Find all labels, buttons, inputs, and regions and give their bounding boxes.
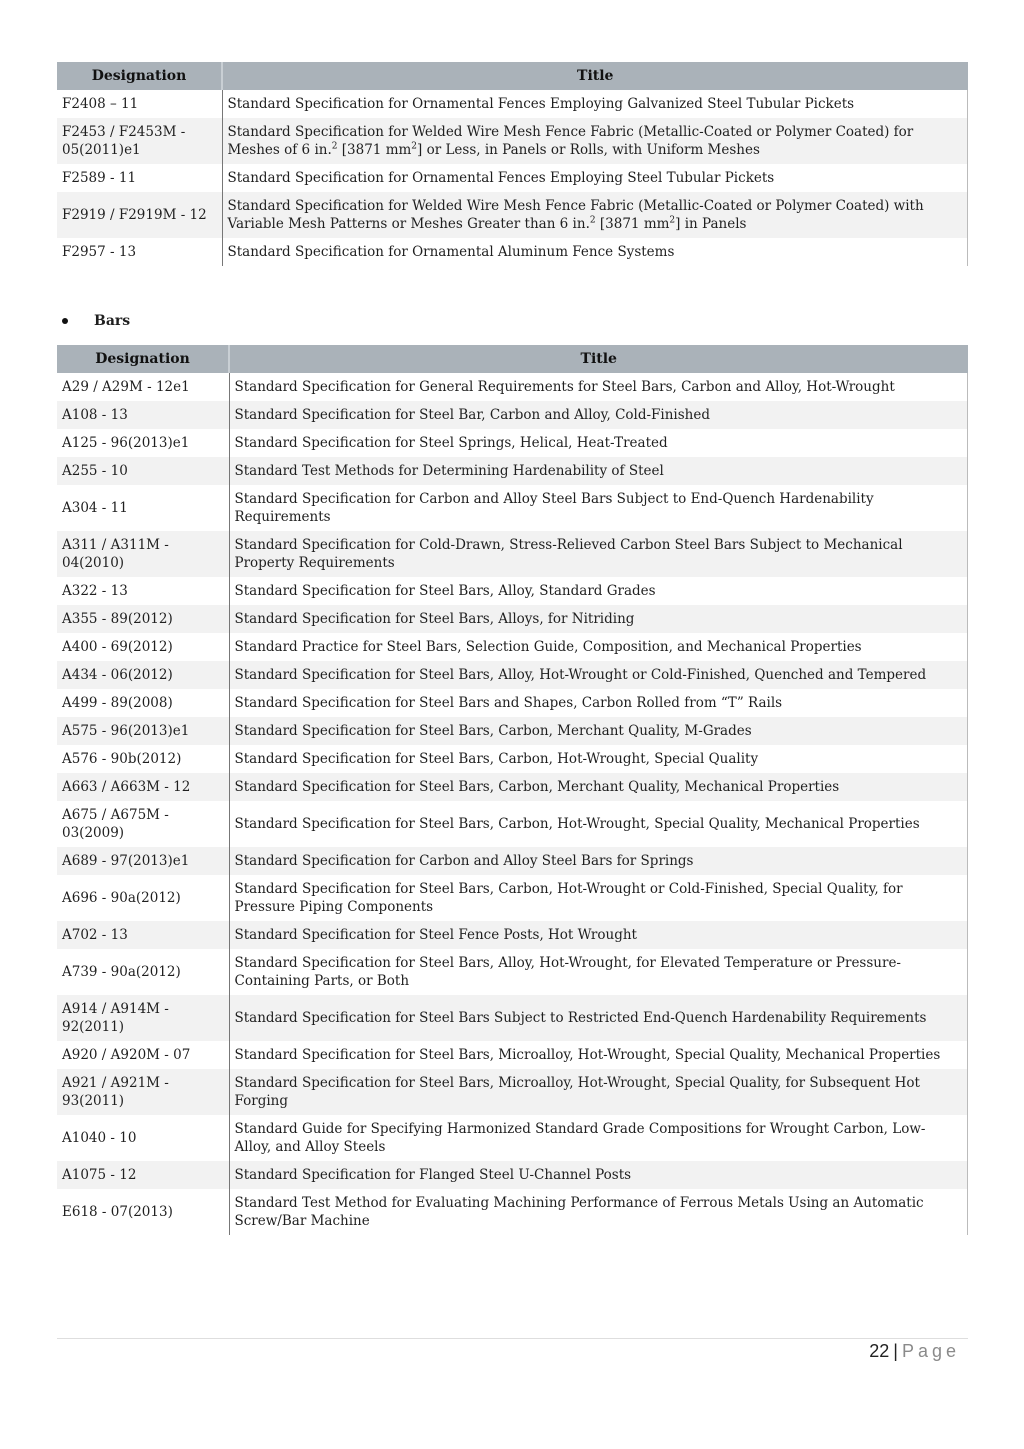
table-row <box>57 192 968 238</box>
title-cell: Standard Specification for Carbon and Alloy Steel Bars Subject to End-Quench Hardenability Requirements <box>229 485 968 531</box>
superscript: 2 <box>589 215 596 226</box>
table-row <box>57 1189 968 1235</box>
superscript: 2 <box>411 141 418 152</box>
table-row <box>57 801 968 847</box>
designation-cell: A311 / A311M - 04(2010) <box>57 531 229 577</box>
designation-cell: A125 - 96(2013)e1 <box>57 429 229 457</box>
title-text: [3871 mm <box>337 142 412 158</box>
page-number: 22 <box>869 1341 890 1361</box>
title-cell: Standard Specification for Carbon and Alloy Steel Bars for Springs <box>229 847 968 875</box>
designation-cell: A576 - 90b(2012) <box>57 745 229 773</box>
page-separator: | <box>893 1341 898 1361</box>
table-row <box>57 90 968 118</box>
table-row <box>57 717 968 745</box>
title-cell: Standard Specification for Steel Bars, Carbon, Merchant Quality, Mechanical Properties <box>229 773 968 801</box>
table-body <box>57 90 968 266</box>
table-row <box>57 531 968 577</box>
table-row <box>57 457 968 485</box>
designation-cell: A675 / A675M - 03(2009) <box>57 801 229 847</box>
designation-cell: A400 - 69(2012) <box>57 633 229 661</box>
table-row <box>57 633 968 661</box>
table-row <box>57 773 968 801</box>
title-header: Title <box>222 62 968 90</box>
designation-cell: F2589 - 11 <box>57 164 222 192</box>
title-cell: Standard Specification for Steel Bars, Carbon, Hot-Wrought, Special Quality <box>229 745 968 773</box>
title-cell: Standard Specification for Steel Springs, Helical, Heat-Treated <box>229 429 968 457</box>
page-label: Page <box>901 1341 960 1361</box>
bars-standards-table <box>57 345 968 1235</box>
designation-cell: A322 - 13 <box>57 577 229 605</box>
table-row <box>57 605 968 633</box>
table-row <box>57 577 968 605</box>
title-text: ] or Less, in Panels or Rolls, with Uniform Meshes <box>417 142 760 158</box>
title-text: [3871 mm <box>595 216 670 232</box>
footer-divider <box>57 1338 968 1339</box>
designation-cell: A1075 - 12 <box>57 1161 229 1189</box>
designation-cell: A255 - 10 <box>57 457 229 485</box>
table-header-row <box>57 345 968 373</box>
title-text: ] in Panels <box>675 216 747 232</box>
title-cell: Standard Guide for Specifying Harmonized Standard Grade Compositions for Wrought Carbon, Low-Alloy, and Alloy Steels <box>229 1115 968 1161</box>
title-cell: Standard Specification for Steel Bars, Carbon, Hot-Wrought or Cold-Finished, Special Quality, for Pressure Piping Components <box>229 875 968 921</box>
designation-cell: A499 - 89(2008) <box>57 689 229 717</box>
designation-cell: A920 / A920M - 07 <box>57 1041 229 1069</box>
superscript: 2 <box>669 215 676 226</box>
designation-cell: A663 / A663M - 12 <box>57 773 229 801</box>
table-row <box>57 745 968 773</box>
title-cell: Standard Specification for Steel Bars, Carbon, Merchant Quality, M-Grades <box>229 717 968 745</box>
title-cell: Standard Specification for General Requirements for Steel Bars, Carbon and Alloy, Hot-Wrought <box>229 373 968 401</box>
fence-standards-table <box>57 62 968 266</box>
designation-cell: A914 / A914M - 92(2011) <box>57 995 229 1041</box>
table-row <box>57 238 968 266</box>
designation-cell: F2408 – 11 <box>57 90 222 118</box>
table-row <box>57 949 968 995</box>
title-cell: Standard Specification for Ornamental Fences Employing Steel Tubular Pickets <box>222 164 968 192</box>
table-row <box>57 689 968 717</box>
table-row <box>57 401 968 429</box>
title-cell: Standard Specification for Steel Bars, Microalloy, Hot-Wrought, Special Quality, for Subsequent Hot Forging <box>229 1069 968 1115</box>
designation-cell: A702 - 13 <box>57 921 229 949</box>
table-row <box>57 164 968 192</box>
title-cell <box>222 118 968 164</box>
table-row <box>57 1069 968 1115</box>
title-cell: Standard Specification for Steel Bars, Alloy, Hot-Wrought, for Elevated Temperature or Pressure-Containing Parts, or Both <box>229 949 968 995</box>
fence-standards-table-wrap <box>57 62 968 266</box>
designation-cell: A921 / A921M - 93(2011) <box>57 1069 229 1115</box>
bars-standards-table-wrap <box>57 345 968 1235</box>
title-text: Standard Specification for Welded Wire Mesh Fence Fabric (Metallic-Coated or Polymer Coated) with Variable Mesh Patterns or Meshes Greater than 6 in. <box>227 198 924 232</box>
title-cell: Standard Specification for Flanged Steel U-Channel Posts <box>229 1161 968 1189</box>
designation-cell: A1040 - 10 <box>57 1115 229 1161</box>
designation-header: Designation <box>57 62 222 90</box>
table-row <box>57 485 968 531</box>
table-row <box>57 661 968 689</box>
title-cell: Standard Test Method for Evaluating Machining Performance of Ferrous Metals Using an Automatic Screw/Bar Machine <box>229 1189 968 1235</box>
designation-cell: A355 - 89(2012) <box>57 605 229 633</box>
title-cell: Standard Specification for Steel Fence Posts, Hot Wrought <box>229 921 968 949</box>
table-header-row <box>57 62 968 90</box>
designation-cell: A29 / A29M - 12e1 <box>57 373 229 401</box>
designation-cell: F2919 / F2919M - 12 <box>57 192 222 238</box>
title-cell: Standard Specification for Steel Bar, Carbon and Alloy, Cold-Finished <box>229 401 968 429</box>
title-cell: Standard Specification for Ornamental Fences Employing Galvanized Steel Tubular Pickets <box>222 90 968 118</box>
designation-cell: F2453 / F2453M - 05(2011)e1 <box>57 118 222 164</box>
table-row <box>57 995 968 1041</box>
title-cell: Standard Specification for Steel Bars, Alloy, Hot-Wrought or Cold-Finished, Quenched and Tempered <box>229 661 968 689</box>
title-cell: Standard Test Methods for Determining Hardenability of Steel <box>229 457 968 485</box>
table-row <box>57 118 968 164</box>
title-cell: Standard Specification for Steel Bars, Alloys, for Nitriding <box>229 605 968 633</box>
table-row <box>57 921 968 949</box>
designation-cell: A739 - 90a(2012) <box>57 949 229 995</box>
designation-header: Designation <box>57 345 229 373</box>
bars-section-heading <box>60 313 130 329</box>
title-cell: Standard Specification for Ornamental Aluminum Fence Systems <box>222 238 968 266</box>
bars-heading-text: Bars <box>94 313 131 329</box>
designation-cell: A434 - 06(2012) <box>57 661 229 689</box>
table-row <box>57 373 968 401</box>
designation-cell: A696 - 90a(2012) <box>57 875 229 921</box>
title-cell: Standard Specification for Steel Bars, Microalloy, Hot-Wrought, Special Quality, Mechanical Properties <box>229 1041 968 1069</box>
title-text: Standard Specification for Welded Wire Mesh Fence Fabric (Metallic-Coated or Polymer Coated) for Meshes of 6 in. <box>227 124 914 158</box>
title-cell: Standard Specification for Steel Bars Subject to Restricted End-Quench Hardenability Requirements <box>229 995 968 1041</box>
page-footer <box>869 1341 960 1362</box>
table-row <box>57 1115 968 1161</box>
table-row <box>57 1161 968 1189</box>
table-row <box>57 1041 968 1069</box>
table-row <box>57 847 968 875</box>
bullet-icon <box>62 318 68 324</box>
designation-cell: A689 - 97(2013)e1 <box>57 847 229 875</box>
superscript: 2 <box>331 141 338 152</box>
table-row <box>57 875 968 921</box>
title-cell: Standard Specification for Steel Bars and Shapes, Carbon Rolled from “T” Rails <box>229 689 968 717</box>
designation-cell: A575 - 96(2013)e1 <box>57 717 229 745</box>
title-cell: Standard Specification for Cold-Drawn, Stress-Relieved Carbon Steel Bars Subject to Mechanical Property Requirements <box>229 531 968 577</box>
table-body <box>57 373 968 1235</box>
title-cell: Standard Specification for Steel Bars, Alloy, Standard Grades <box>229 577 968 605</box>
table-row <box>57 429 968 457</box>
designation-cell: F2957 - 13 <box>57 238 222 266</box>
title-header: Title <box>229 345 968 373</box>
designation-cell: E618 - 07(2013) <box>57 1189 229 1235</box>
title-cell: Standard Practice for Steel Bars, Selection Guide, Composition, and Mechanical Properties <box>229 633 968 661</box>
designation-cell: A108 - 13 <box>57 401 229 429</box>
title-cell: Standard Specification for Steel Bars, Carbon, Hot-Wrought, Special Quality, Mechanical Properties <box>229 801 968 847</box>
designation-cell: A304 - 11 <box>57 485 229 531</box>
title-cell <box>222 192 968 238</box>
